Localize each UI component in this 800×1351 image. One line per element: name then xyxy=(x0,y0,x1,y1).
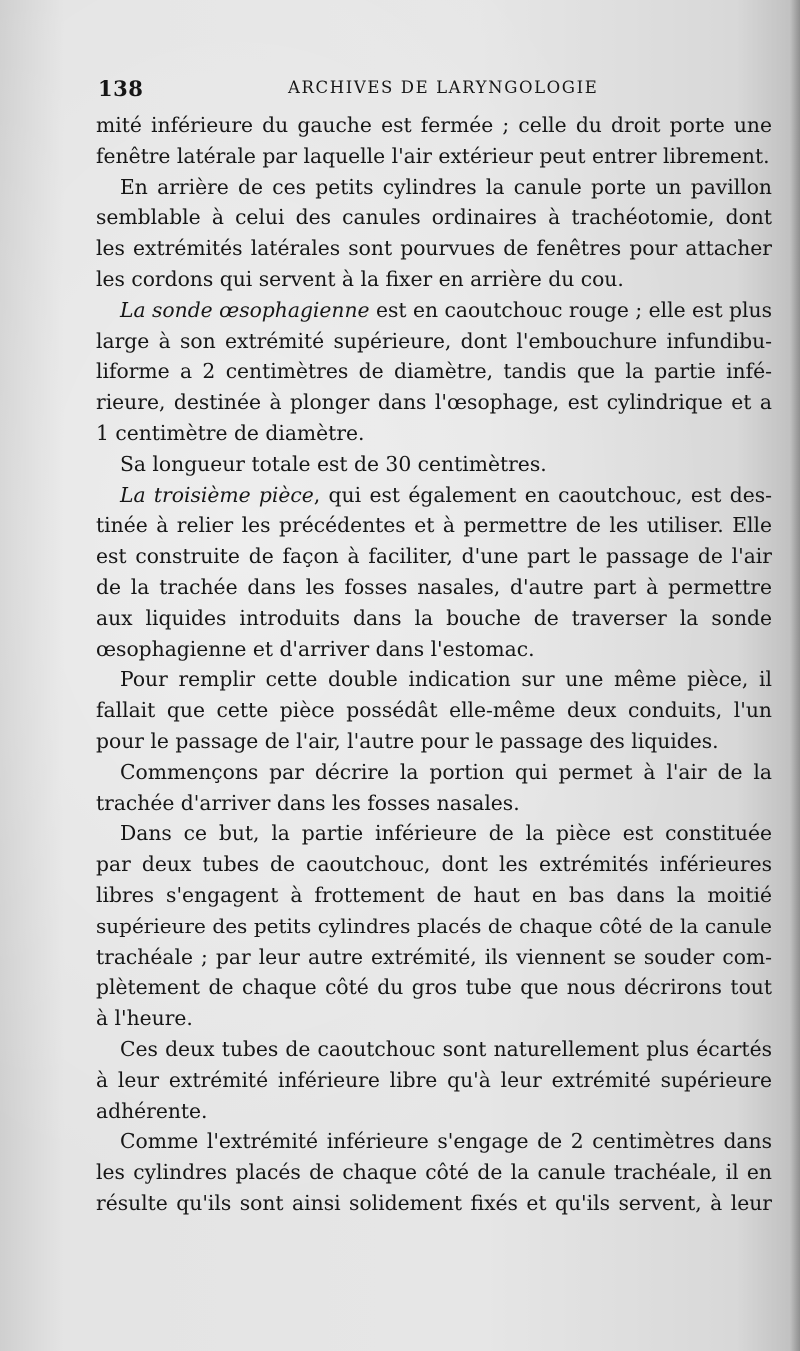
text-line xyxy=(96,1157,772,1188)
text-line xyxy=(96,233,772,264)
line-text: rieure, destinée à plonger dans l'œsophage, est cylindrique et a xyxy=(96,390,772,415)
text-line xyxy=(96,141,772,172)
running-head xyxy=(98,76,778,102)
text-line xyxy=(96,449,772,480)
line-text: mité inférieure du gauche est fermée ; celle du droit porte une xyxy=(96,113,772,137)
text-line xyxy=(96,387,772,418)
line-text: Dans ce but, la partie inférieure de la pièce est constituée xyxy=(120,821,772,846)
line-text: liforme a 2 centimètres de diamètre, tandis que la partie infé- xyxy=(96,359,772,384)
text-line xyxy=(96,1188,772,1219)
line-text: à leur extrémité inférieure libre qu'à leur extrémité supérieure xyxy=(96,1067,772,1092)
text-line xyxy=(96,880,772,911)
italic-term: La troisième pièce xyxy=(120,482,314,507)
line-text: semblable à celui des canules ordinaires à trachéotomie, dont xyxy=(96,205,772,230)
line-text: est en caoutchouc rouge ; elle est plus xyxy=(369,297,772,322)
text-line xyxy=(96,572,772,603)
body-text xyxy=(96,110,772,1219)
text-line xyxy=(96,849,772,880)
text-line xyxy=(96,695,772,726)
text-line xyxy=(96,634,772,665)
text-line xyxy=(96,326,772,357)
line-text: supérieure des petits cylindres placés de chaque côté de la canule xyxy=(96,913,772,938)
line-text: par deux tubes de caoutchouc, dont les extrémités inférieures xyxy=(96,852,772,877)
text-line xyxy=(96,541,772,572)
line-text: Ces deux tubes de caoutchouc sont naturellement plus écartés xyxy=(120,1036,772,1061)
line-text: est construite de façon à faciliter, d'une part le passage de l'air xyxy=(96,544,772,569)
line-text: Commençons par décrire la portion qui permet à l'air de la xyxy=(120,759,772,784)
journal-title: ARCHIVES DE LARYNGOLOGIE xyxy=(288,78,599,97)
line-text: pour le passage de l'air, l'autre pour le passage des liquides. xyxy=(96,728,719,753)
line-text: trachée d'arriver dans les fosses nasales. xyxy=(96,790,520,815)
text-line xyxy=(96,1096,772,1127)
line-text: les cordons qui servent à la fixer en arrière du cou. xyxy=(96,266,624,291)
line-text: Pour remplir cette double indication sur une même pièce, il xyxy=(120,667,772,692)
line-text: plètement de chaque côté du gros tube que nous décrirons tout xyxy=(96,975,772,1000)
line-text: à l'heure. xyxy=(96,1006,193,1031)
line-text: 1 centimètre de diamètre. xyxy=(96,420,365,445)
text-line xyxy=(96,911,772,942)
text-line xyxy=(96,418,772,449)
text-line xyxy=(96,1126,772,1157)
line-text: aux liquides introduits dans la bouche de traverser la sonde xyxy=(96,605,772,630)
line-text: Comme l'extrémité inférieure s'engage de 2 centimètres dans xyxy=(120,1129,772,1154)
text-line xyxy=(96,172,772,203)
line-text: , qui est également en caoutchouc, est des- xyxy=(313,482,772,507)
line-text: fallait que cette pièce possédât elle-même deux conduits, l'un xyxy=(96,698,772,723)
text-line xyxy=(96,1003,772,1034)
text-line xyxy=(96,510,772,541)
line-text: large à son extrémité supérieure, dont l'embouchure infundibu- xyxy=(96,328,772,353)
line-text: En arrière de ces petits cylindres la canule porte un pavillon xyxy=(120,174,772,199)
page-number: 138 xyxy=(98,76,144,101)
text-line xyxy=(96,972,772,1003)
line-text: fenêtre latérale par laquelle l'air extérieur peut entrer librement. xyxy=(96,143,770,168)
text-line xyxy=(96,818,772,849)
text-line xyxy=(96,664,772,695)
line-text: adhérente. xyxy=(96,1098,208,1123)
text-line xyxy=(96,788,772,819)
text-line xyxy=(96,110,772,141)
text-line xyxy=(96,603,772,634)
line-text: les cylindres placés de chaque côté de la canule trachéale, il en xyxy=(96,1160,772,1185)
line-text: de la trachée dans les fosses nasales, d'autre part à permettre xyxy=(96,574,772,599)
line-text: Sa longueur totale est de 30 centimètres. xyxy=(120,451,547,476)
line-text: résulte qu'ils sont ainsi solidement fixés et qu'ils servent, à leur xyxy=(96,1190,772,1215)
page-edge-shadow xyxy=(790,0,800,1351)
line-text: les extrémités latérales sont pourvues de fenêtres pour attacher xyxy=(96,236,772,261)
line-text: libres s'engagent à frottement de haut en bas dans la moitié xyxy=(96,882,772,907)
text-line xyxy=(96,726,772,757)
italic-term: La sonde œsophagienne xyxy=(120,297,370,322)
text-line xyxy=(96,1034,772,1065)
text-line xyxy=(96,480,772,511)
text-line xyxy=(96,356,772,387)
line-text: œsophagienne et d'arriver dans l'estomac. xyxy=(96,636,535,661)
text-line xyxy=(96,1065,772,1096)
line-text: trachéale ; par leur autre extrémité, ils viennent se souder com- xyxy=(96,944,772,969)
text-line xyxy=(96,942,772,973)
text-line xyxy=(96,295,772,326)
text-line xyxy=(96,202,772,233)
text-line xyxy=(96,264,772,295)
line-text: tinée à relier les précédentes et à permettre de les utiliser. Elle xyxy=(96,513,772,538)
text-line xyxy=(96,757,772,788)
